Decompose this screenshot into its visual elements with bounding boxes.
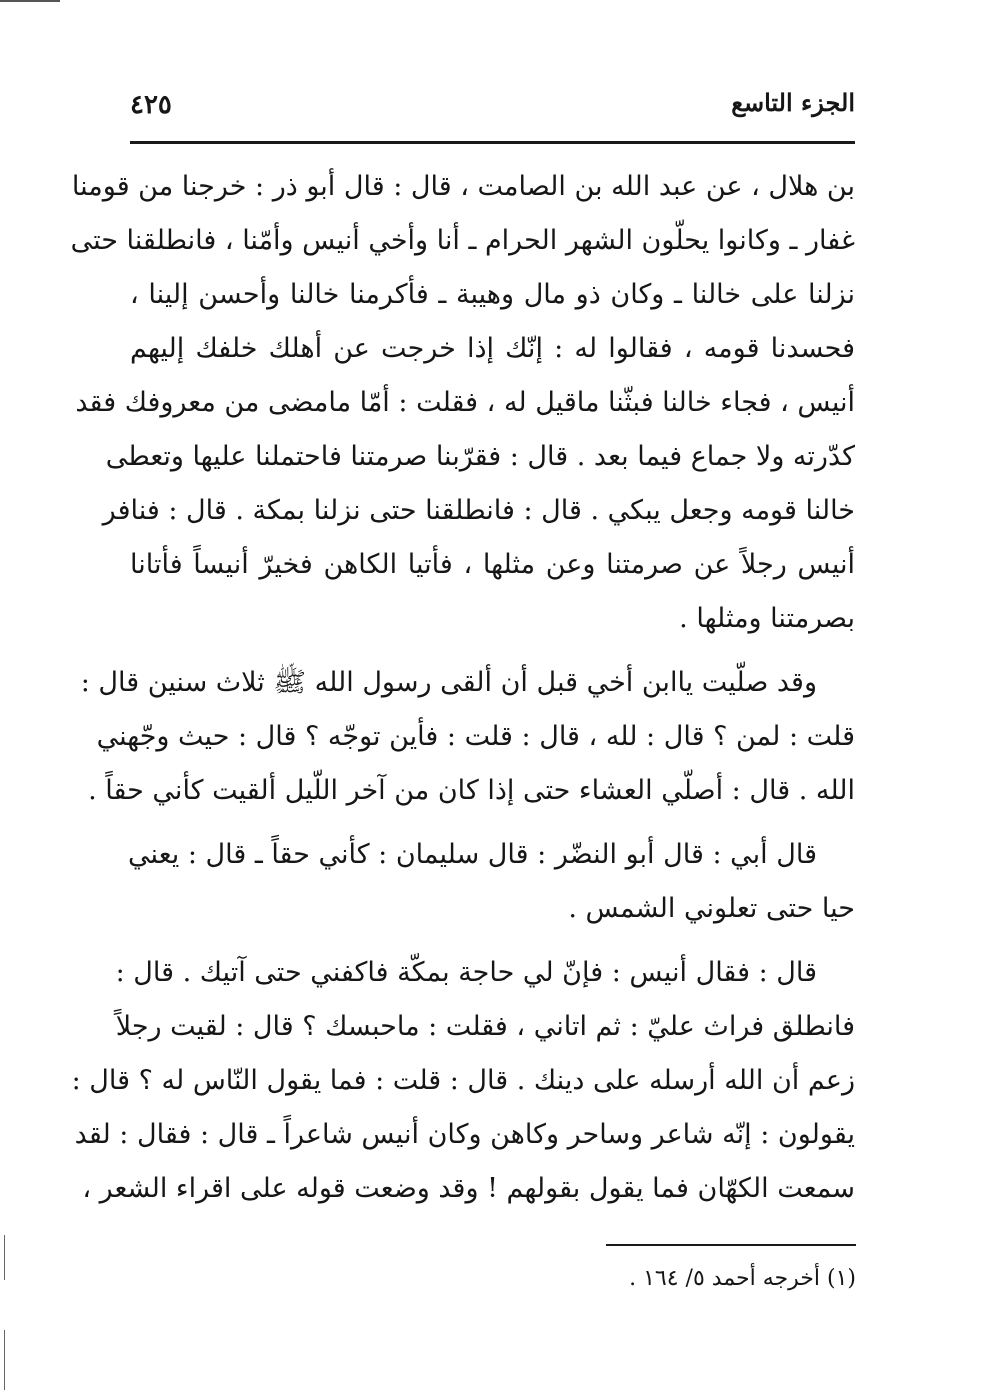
- text-line: حيا حتى تعلوني الشمس .: [568, 893, 855, 924]
- paragraph: [80, 656, 855, 818]
- text-line: بن هلال ، عن عبد الله بن الصامت ، قال : قال أبو ذر : خرجنا من قومنا: [71, 171, 855, 202]
- page-number: ٤٢٥: [130, 90, 172, 120]
- paragraph: [130, 828, 855, 936]
- running-title: الجزء التاسع: [731, 88, 855, 117]
- page-header: [130, 88, 855, 128]
- scan-margin-mark: [4, 1235, 5, 1280]
- text-line: سمعت الكهّان فما يقول بقولهم ! وقد وضعت قوله على اقراء الشعر ،: [82, 1173, 855, 1204]
- text-line: قال أبي : قال أبو النضّر : قال سليمان : كأني حقاً ـ قال : يعني: [128, 839, 817, 870]
- paragraph: [70, 160, 855, 646]
- text-line: خالنا قومه وجعل يبكي . قال : فانطلقنا حتى نزلنا بمكة . قال : فنافر: [102, 495, 855, 526]
- scan-margin-mark: [4, 1330, 5, 1390]
- text-line: فانطلق فراث عليّ : ثم اتاني ، فقلت : ماحبسك ؟ قال : لقيت رجلاً: [115, 1011, 855, 1042]
- footnote: (١) أخرجه أحمد ٥/ ١٦٤ .: [629, 1266, 856, 1291]
- header-rule: [130, 141, 855, 144]
- body-text: [70, 160, 855, 1216]
- footnote-rule: [606, 1244, 856, 1246]
- text-line: وقد صلّيت ياابن أخي قبل أن ألقى رسول الله ﷺ ثلاث سنين قال :: [80, 667, 817, 698]
- text-line: غفار ـ وكانوا يحلّون الشهر الحرام ـ أنا وأخي أنيس وأمّنا ، فانطلقنا حتى: [70, 225, 855, 256]
- scan-edge-mark: [0, 0, 60, 2]
- paragraph: [71, 946, 855, 1216]
- text-line: فحسدنا قومه ، فقالوا له : إنّك إذا خرجت عن أهلك خلفك إليهم: [130, 333, 855, 364]
- text-line: أنيس ، فجاء خالنا فبثّنا ماقيل له ، فقلت : أمّا مامضى من معروفك فقد: [75, 387, 855, 418]
- text-line: زعم أن الله أرسله على دينك . قال : قلت : فما يقول النّاس له ؟ قال :: [71, 1065, 855, 1096]
- text-line: أنيس رجلاً عن صرمتنا وعن مثلها ، فأتيا الكاهن فخيرّ أنيساً فأتانا: [130, 549, 855, 580]
- text-line: كدّرته ولا جماع فيما بعد . قال : فقرّبنا صرمتنا فاحتملنا عليها وتعطى: [105, 441, 855, 472]
- text-line: قال : فقال أنيس : فإنّ لي حاجة بمكّة فاكفني حتى آتيك . قال :: [115, 957, 817, 988]
- text-line: يقولون : إنّه شاعر وساحر وكاهن وكان أنيس شاعراً ـ قال : فقال : لقد: [74, 1119, 855, 1150]
- text-line: بصرمتنا ومثلها .: [679, 603, 855, 634]
- text-line: قلت : لمن ؟ قال : لله ، قال : قلت : فأين توجّه ؟ قال : حيث وجّهني: [96, 721, 855, 752]
- text-line: الله . قال : أصلّي العشاء حتى إذا كان من آخر اللّيل ألقيت كأني حقاً .: [88, 775, 855, 806]
- text-line: نزلنا على خالنا ـ وكان ذو مال وهيبة ـ فأكرمنا خالنا وأحسن إلينا ،: [130, 279, 855, 310]
